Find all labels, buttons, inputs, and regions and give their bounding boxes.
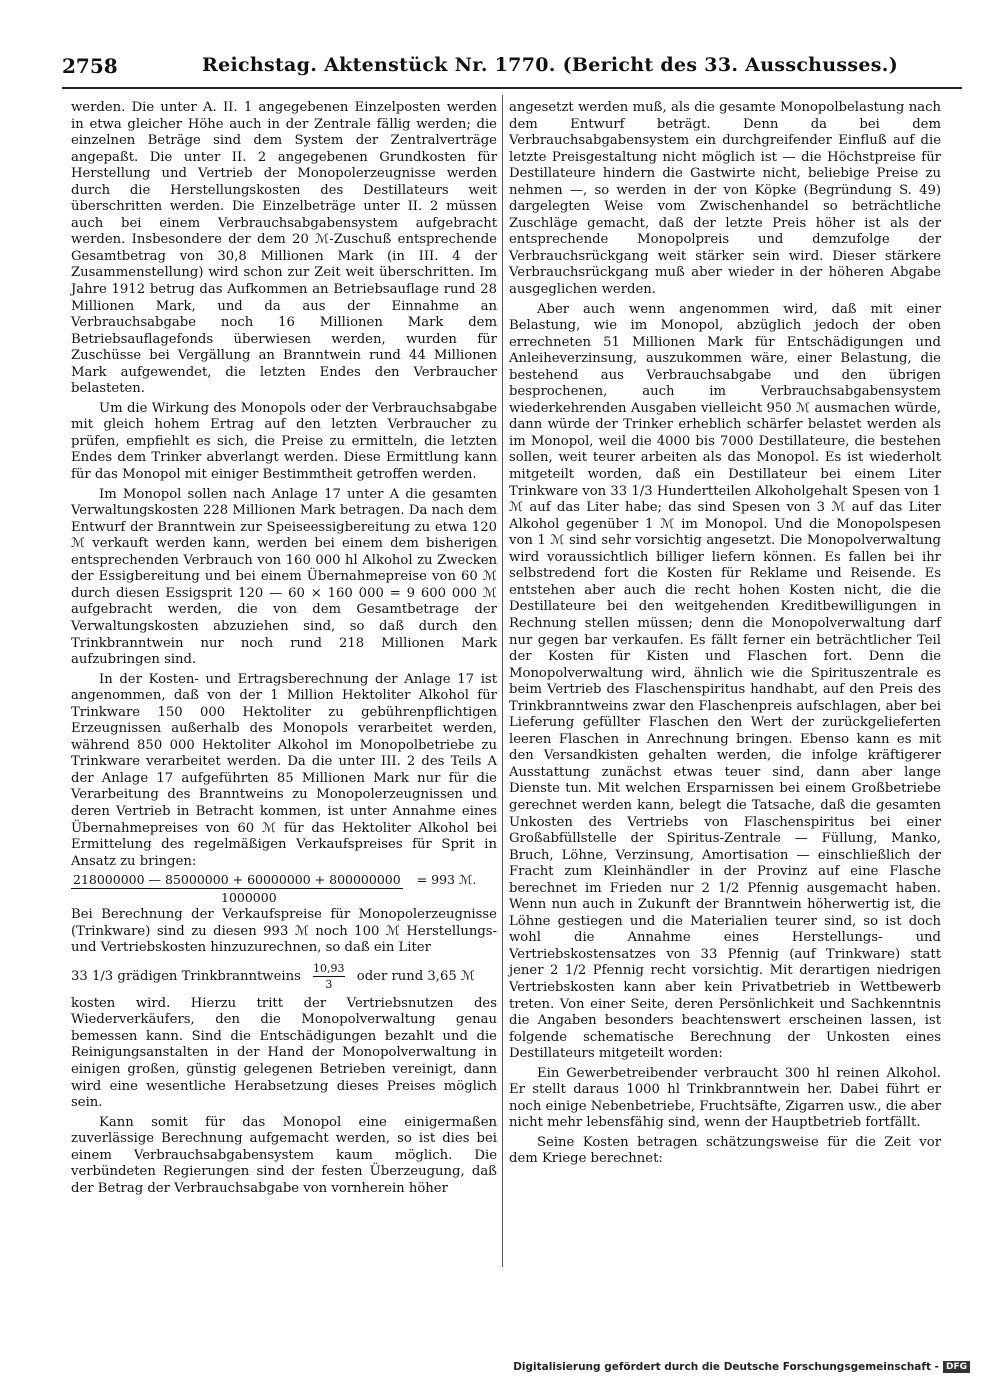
column-divider — [502, 95, 503, 1267]
inline-formula-numerator: 10,93 — [313, 961, 345, 975]
paragraph: Kann somit für das Monopol eine einigermaßen zuverlässige Berechnung aufgemacht werden, so ist dies bei einem Verbrauchsabgabensystem kaum möglich. Die verbündeten Regierungen sind der festen Überzeugung, daß der Betrag der Verbrauchsabgabe von vornherein höher — [71, 1114, 497, 1196]
left-column — [71, 100, 497, 1197]
running-title: Reichstag. Aktenstück Nr. 1770. (Bericht des 33. Ausschusses.) — [202, 54, 898, 76]
page-header — [62, 50, 962, 84]
paragraph: angesetzt werden muß, als die gesamte Monopolbelastung nach dem Entwurf beträgt. Denn da bei dem Verbrauchsabgabensystem ein durchgreifender Einfluß auf die letzte Preisgestaltung nicht möglich ist — die Höchstpreise für Destillateure hindern die Gastwirte nicht, beliebige Preise zu nehmen —, so werden in der von Köpke (Begründung S. 49) dargelegten Weise vom Zwischenhandel so beträchtliche Zuschläge gemacht, daß der letzte Preis höher ist als der entsprechende Monopolpreis und demzufolge der Verbrauchsrückgang weit stärker sein wird. Dieser stärkere Verbrauchsrückgang muß aber wieder in der höheren Abgabe ausgeglichen werden. — [509, 100, 941, 298]
inline-formula-denominator: 3 — [325, 977, 333, 991]
paragraph: Aber auch wenn angenommen wird, daß mit einer Belastung, wie im Monopol, abzüglich jedoch der oben errechneten 51 Millionen Mark für Entschädigungen und Anleiheverzinsung, auszukommen wäre, einer Belastung, die bestehend aus Verbrauchsabgabe und den übrigen besprochenen, auch im Verbrauchsabgabensystem wiederkehrenden Ausgaben vielleicht 950 ℳ ausmachen würde, dann würde der Trinker erheblich schärfer belastet werden als im Monopol, weil die 4000 bis 7000 Destillateure, die bestehen sollen, weit teurer arbeiten als das Monopol. Es ist wiederholt mitgeteilt worden, daß ein Destillateur bei einem Liter Trinkware von 33 1/3 Hundertteilen Alkoholgehalt Spesen von 1 ℳ auf das Liter habe; das sind Spesen von 3 ℳ auf das Liter Alkohol gegenüber 1 ℳ im Monopol. Und die Monopolspesen von 1 ℳ sind sehr vorsichtig angesetzt. Die Monopolverwaltung wird voraussichtlich billiger liefern können. Es fallen bei ihr selbstredend fort die Kosten für Reklame und Reisende. Es entstehen aber auch die recht hohen Kosten nicht, die die Destillateure bei den weitgehenden Kreditbewilligungen in Rechnung stellen müssen; denn die Monopolverwaltung darf nur gegen bar verkaufen. Es fällt ferner ein beträchtlicher Teil der Kosten für Kisten und Flaschen fort. Denn die Monopolverwaltung wird, ähnlich wie die Spirituszentrale es beim Vertrieb des Flaschenspiritus handhabt, auf den Preis des Trinkbranntweins zwar den Flaschenpreis aufschlagen, aber bei Lieferung gefüllter Flaschen den Wert der zurückgelieferten leeren Flaschen in Anrechnung bringen. Ebenso kann es mit den Versandkisten gehalten werden, die infolge kräftigerer Ausstattung zunächst etwas teuer sind, dann aber lange Dienste tun. Mit welchen Ersparnissen bei einem Großbetriebe gerechnet werden kann, belegt die Tatsache, daß die gesamten Unkosten des Vertriebs von Flaschenspiritus bei einer Großabfüllstelle der Spiritus-Zentrale — Füllung, Manko, Bruch, Löhne, Verzinsung, Amortisation — einschließlich der Fracht zum Kleinhändler in der Provinz auf eine Flasche berechnet im Frieden nur 2 1/2 Pfennig ausgemacht haben. Wenn nun auch in Zukunft der Branntwein höherwertig ist, die Löhne gestiegen und die Materialien teurer sind, so ist doch wohl die Annahme eines Herstellungs- und Vertriebskostensatzes von 33 Pfennig (auf Trinkware) statt jener 2 1/2 Pfennig recht vorsichtig. Mit derartigen niedrigen Vertriebskosten kann aber kein Privatbetrieb in Wettbewerb treten. Von einer Seite, deren Persönlichkeit und Sachkenntnis die Angaben besonders beachtenswert erscheinen lassen, ist folgende schematische Berechnung der Unkosten eines Destillateurs mitgeteilt worden: — [509, 301, 941, 1062]
formula-numerator: 218000000 — 85000000 + 60000000 + 800000000 — [73, 872, 401, 888]
paragraph: Bei Berechnung der Verkaufspreise für Monopolerzeugnisse (Trinkware) sind zu diesen 993 ℳ noch 100 ℳ Herstellungs- und Vertriebskosten hinzuzurechnen, so daß ein Liter — [71, 907, 497, 956]
paragraph: werden. Die unter A. II. 1 angegebenen Einzelposten werden in etwa gleicher Höhe auch in der Zentrale fällig werden; die einzelnen Beträge sind dem System der Zentralverträge angepaßt. Die unter II. 2 angegebenen Grundkosten für Herstellung und Vertrieb der Monopolerzeugnisse werden durch die Herstellungskosten des Destillateurs weit überschritten werden. Die Einzelbeträge unter II. 2 müssen auch bei einem Verbrauchsabgabensystem aufgebracht werden. Insbesondere der dem 20 ℳ-Zuschuß entsprechende Gesamtbetrag von 30,8 Millionen Mark (in III. 4 der Zusammenstellung) wird schon zur Zeit weit überschritten. Im Jahre 1912 betrug das Aufkommen an Betriebsauflage rund 28 Millionen Mark, und da aus der Einnahme an Verbrauchsabgabe noch 16 Millionen Mark dem Betriebsauflagefonds überwiesen werden, wurden für Zuschüsse bei Vergällung an Branntwein rund 44 Millionen Mark aufgewendet, die letzten Endes den Verbraucher belasteten. — [71, 100, 497, 397]
paragraph: kosten wird. Hierzu tritt der Vertriebsnutzen des Wiederverkäufers, den die Monopolverwaltung genau bemessen kann. Sind die Entschädigungen bezahlt und die Reinigungsanstalten in der Hand der Monopolverwaltung in einigen großen, günstig gelegenen Betrieben vereinigt, dann wird eine wesentliche Herabsetzung dieses Preises möglich sein. — [71, 995, 497, 1111]
formula-result: = 993 ℳ. — [416, 872, 477, 888]
header-rule — [62, 87, 962, 89]
page-number: 2758 — [62, 54, 118, 78]
dfg-logo: DFG — [943, 1361, 970, 1373]
paragraph: Ein Gewerbetreibender verbraucht 300 hl reinen Alkohol. Er stellt daraus 1000 hl Trinkbranntwein her. Dabei führt er noch einige Nebenbetriebe, Fruchtsäfte, Zigarren usw., die aber nicht mehr lebensfähig sind, wenn der Hauptbetrieb fortfällt. — [509, 1065, 941, 1131]
formula — [71, 871, 497, 906]
right-column — [509, 100, 941, 1168]
digitization-footer — [513, 1361, 970, 1373]
inline-formula — [71, 961, 497, 992]
paragraph: Um die Wirkung des Monopols oder der Verbrauchsabgabe mit gleich hohem Ertrag auf den letzten Verbraucher zu prüfen, empfiehlt es sich, die Preise zu ermitteln, die letzten Endes dem Trinker abverlangt werden. Diese Ermittlung kann für das Monopol mit einiger Bestimmtheit getroffen werden. — [71, 400, 497, 483]
paragraph: Seine Kosten betragen schätzungsweise für die Zeit vor dem Kriege berechnet: — [509, 1134, 941, 1167]
inline-formula-suffix: oder rund 3,65 ℳ — [356, 968, 476, 984]
footer-text: Digitalisierung gefördert durch die Deutsche Forschungsgemeinschaft - — [513, 1361, 939, 1373]
inline-formula-prefix: 33 1/3 grädigen Trinkbranntweins — [71, 968, 301, 984]
paragraph: In der Kosten- und Ertragsberechnung der Anlage 17 ist angenommen, daß von der 1 Million Hektoliter Alkohol für Trinkware 150 000 Hektoliter zu gebührenpflichtigen Erzeugnissen außerhalb des Monopols verarbeitet werden, während 850 000 Hektoliter Alkohol im Monopolbetriebe zu Trinkware verarbeitet werden. Da die unter III. 2 des Teils A der Anlage 17 aufgeführten 85 Millionen Mark nur für die Verarbeitung des Branntweins zu Monopolerzeugnissen und deren Vertrieb in Betracht kommen, ist unter Annahme eines Übernahmepreises von 60 ℳ für das Hektoliter Alkohol bei Ermittelung des regelmäßigen Verkaufspreises für Sprit in Ansatz zu bringen: — [71, 671, 497, 869]
paragraph: Im Monopol sollen nach Anlage 17 unter A die gesamten Verwaltungskosten 228 Millionen Mark betragen. Da nach dem Entwurf der Branntwein zur Speiseessigbereitung zu etwa 120 ℳ verkauft werden kann, werden bei einem dem bisherigen entsprechenden Verbrauch von 160 000 hl Alkohol zu Zwecken der Essigbereitung und bei einem Übernahmepreise von 60 ℳ durch diesen Essigsprit 120 — 60 × 160 000 = 9 600 000 ℳ aufgebracht werden, die von dem Gesamtbetrage der Verwaltungskosten abzuziehen sind, so daß durch den Trinkbranntwein nur noch rund 218 Millionen Mark aufzubringen sind. — [71, 486, 497, 668]
formula-denominator: 1000000 — [221, 890, 277, 906]
